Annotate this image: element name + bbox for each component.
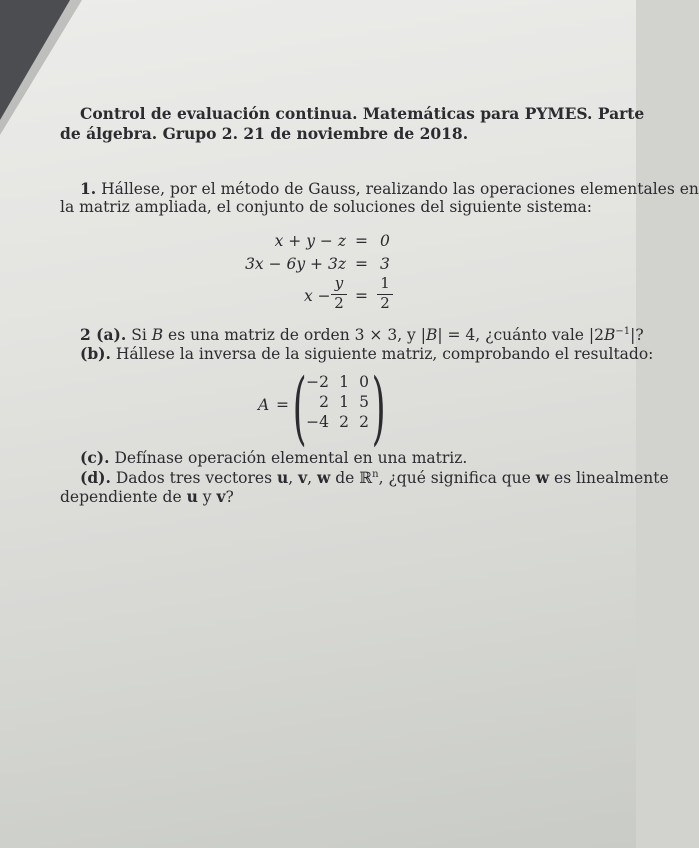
q2a-var-b-2: B [425, 326, 438, 344]
eq3-equals: = [355, 287, 368, 305]
q2a-line [80, 325, 644, 344]
q2c-label: (c). [80, 448, 110, 467]
eq1-rhs: 0 [380, 232, 390, 250]
q2d-line-1 [80, 468, 669, 487]
matrix-cell: 2 [359, 413, 369, 431]
q2a-var-b: B [151, 326, 164, 344]
q2a-var-b-3: B [603, 326, 616, 344]
q2a-label: 2 (a). [80, 325, 127, 344]
q2d-vector-v: v [298, 468, 308, 487]
matrix-cell: −4 [306, 413, 329, 431]
matrix-cell: 2 [319, 393, 329, 411]
header-line-2: de álgebra. Grupo 2. 21 de noviembre de 2018. [60, 124, 469, 143]
eq3-lhs-denominator: 2 [334, 294, 344, 312]
matrix-cell: −2 [306, 373, 329, 391]
q1-line-2: la matriz ampliada, el conjunto de soluciones del siguiente sistema: [60, 198, 593, 216]
matrix-right-paren: ) [371, 361, 386, 454]
q2d-vector-v-2: v [216, 487, 226, 506]
q2c-line [80, 448, 467, 467]
q2d-text-de: de [330, 469, 360, 487]
q2a-text-pre: Si [126, 326, 152, 344]
q2a-text-mid-2: | = 4, ¿cuánto vale |2 [437, 326, 604, 344]
q2d-text-pre: Dados tres vectores [110, 469, 277, 487]
q2d-label: (d). [80, 468, 111, 487]
q2d-vector-w: w [316, 468, 331, 487]
eq3-lhs-prefix: x − [304, 287, 331, 305]
q2c-text: Defínase operación elemental en una matriz. [109, 449, 468, 467]
q2d-comma-2: , [307, 469, 317, 487]
matrix-cell: 1 [339, 393, 349, 411]
eq3-rhs-denominator: 2 [380, 294, 390, 312]
matrix-left-paren: ( [292, 361, 307, 454]
q2d-question-mark: ? [225, 488, 234, 506]
matrix-name: A [258, 396, 270, 414]
q2d-comma-1: , [288, 469, 299, 487]
eq1-equals: = [355, 232, 368, 250]
q2d-vector-w-2: w [535, 468, 550, 487]
eq2-lhs: 3x − 6y + 3z [245, 255, 346, 273]
eq1-lhs: x + y − z [274, 232, 346, 250]
q2b-line [80, 344, 653, 363]
q2d-and: y [197, 488, 217, 506]
matrix-cell: 2 [339, 413, 349, 431]
q2d-reals-symbol: ℝ [359, 469, 373, 487]
q2d-text-post: , ¿qué significa que [378, 469, 536, 487]
q1-line-1 [80, 179, 699, 198]
q2a-text-post: |? [630, 326, 644, 344]
q2d-line2-pre: dependiente de [60, 488, 187, 506]
q2d-text-end: es linealmente [549, 469, 669, 487]
header-line-1: Control de evaluación continua. Matemáticas para PYMES. Parte [80, 104, 645, 123]
q2d-line-2 [60, 487, 234, 506]
q2a-superscript: −1 [615, 326, 631, 337]
q2d-vector-u: u [276, 468, 289, 487]
q2d-exponent-n: n [372, 469, 379, 480]
q1-text-1: Hállese, por el método de Gauss, realizando las operaciones elementales en [101, 180, 699, 198]
eq2-equals: = [355, 255, 368, 273]
q2b-text: Hállese la inversa de la siguiente matriz, comprobando el resultado: [110, 345, 654, 363]
eq3-lhs-numerator: y [334, 274, 344, 292]
eq2-rhs: 3 [380, 255, 390, 273]
q2b-label: (b). [80, 344, 111, 363]
q2d-vector-u-2: u [186, 487, 198, 506]
q2a-text-mid: es una matriz de orden 3 × 3, y | [163, 326, 426, 344]
matrix-equals: = [276, 396, 289, 414]
folded-corner [0, 0, 70, 120]
matrix-cell: 0 [359, 373, 369, 391]
q1-number: 1. [80, 179, 97, 198]
matrix-cell: 1 [339, 373, 349, 391]
matrix-cell: 5 [359, 393, 369, 411]
eq3-rhs-numerator: 1 [380, 274, 390, 292]
